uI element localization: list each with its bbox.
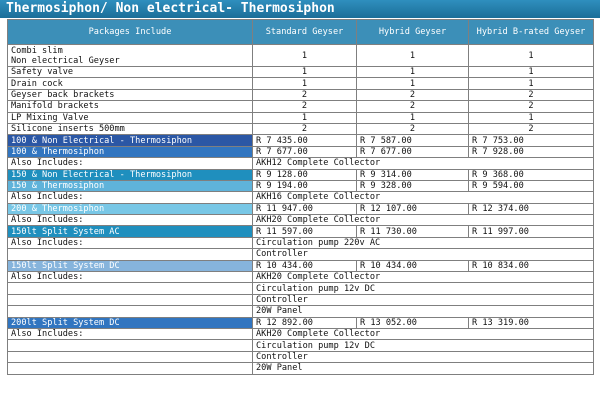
part-label: Manifold brackets — [8, 101, 253, 112]
blank-cell — [8, 249, 253, 260]
title-bar — [0, 0, 600, 18]
part-label-line-1: Combi slim — [11, 45, 63, 56]
part-qty-standard: 1 — [253, 45, 357, 67]
included-item: 20W Panel — [253, 306, 594, 317]
part-qty-standard: 2 — [253, 123, 357, 134]
includes-row — [8, 363, 594, 374]
includes-row — [8, 215, 594, 226]
price-hybrid: R 11 730.00 — [357, 226, 469, 237]
price-hybrid: R 9 328.00 — [357, 180, 469, 191]
part-qty-hybrid: 1 — [357, 45, 469, 67]
part-qty-hybrid: 2 — [357, 123, 469, 134]
part-label: Geyser back brackets — [8, 89, 253, 100]
included-item: AKH20 Complete Collector — [253, 328, 594, 339]
part-qty-standard: 1 — [253, 112, 357, 123]
part-qty-standard: 1 — [253, 67, 357, 78]
price-hybrid: R 7 677.00 — [357, 146, 469, 157]
part-qty-hybrid-b: 2 — [469, 123, 594, 134]
package-label: 100 & Non Electrical - Thermosiphon — [8, 135, 253, 146]
parts-row — [8, 89, 594, 100]
blank-cell — [8, 306, 253, 317]
price-standard: R 10 434.00 — [253, 260, 357, 271]
blank-cell — [8, 340, 253, 351]
includes-row — [8, 306, 594, 317]
included-item: Circulation pump 12v DC — [253, 283, 594, 294]
price-row — [8, 146, 594, 157]
part-label: Safety valve — [8, 67, 253, 78]
package-label: 150lt Split System DC — [8, 260, 253, 271]
includes-row — [8, 294, 594, 305]
part-qty-hybrid: 2 — [357, 101, 469, 112]
package-label: 150 & Thermosiphon — [8, 180, 253, 191]
also-includes-label: Also Includes: — [8, 192, 253, 203]
price-hybrid: R 12 107.00 — [357, 203, 469, 214]
included-item: AKH16 Complete Collector — [253, 192, 594, 203]
price-hybrid-b: R 13 319.00 — [469, 317, 594, 328]
also-includes-label: Also Includes: — [8, 328, 253, 339]
blank-cell — [8, 294, 253, 305]
price-row — [8, 203, 594, 214]
package-label: 200 & Thermosiphon — [8, 203, 253, 214]
price-row — [8, 317, 594, 328]
included-item: Controller — [253, 294, 594, 305]
package-label: 150 & Non Electrical - Thermosiphon — [8, 169, 253, 180]
parts-row — [8, 67, 594, 78]
parts-row — [8, 123, 594, 134]
includes-row — [8, 237, 594, 248]
included-item: Circulation pump 12v DC — [253, 340, 594, 351]
includes-row — [8, 249, 594, 260]
also-includes-label: Also Includes: — [8, 272, 253, 283]
also-includes-label: Also Includes: — [8, 237, 253, 248]
price-standard: R 9 194.00 — [253, 180, 357, 191]
price-hybrid: R 13 052.00 — [357, 317, 469, 328]
header-row — [8, 20, 594, 45]
included-item: AKH12 Complete Collector — [253, 158, 594, 169]
price-standard: R 7 435.00 — [253, 135, 357, 146]
package-label: 150lt Split System AC — [8, 226, 253, 237]
price-standard: R 12 892.00 — [253, 317, 357, 328]
price-row — [8, 260, 594, 271]
package-label: 100 & Thermosiphon — [8, 146, 253, 157]
price-standard: R 9 128.00 — [253, 169, 357, 180]
packages-table — [7, 19, 594, 375]
included-item: Controller — [253, 351, 594, 362]
part-qty-hybrid: 1 — [357, 67, 469, 78]
includes-row — [8, 192, 594, 203]
parts-row — [8, 45, 594, 67]
also-includes-label: Also Includes: — [8, 215, 253, 226]
page-title: Thermosiphon/ Non electrical- Thermosiphon — [6, 1, 335, 16]
price-hybrid: R 9 314.00 — [357, 169, 469, 180]
part-qty-hybrid-b: 1 — [469, 45, 594, 67]
price-standard: R 11 947.00 — [253, 203, 357, 214]
price-row — [8, 169, 594, 180]
part-qty-hybrid-b: 1 — [469, 67, 594, 78]
price-hybrid-b: R 7 928.00 — [469, 146, 594, 157]
package-label: 200lt Split System DC — [8, 317, 253, 328]
included-item: Circulation pump 220v AC — [253, 237, 594, 248]
price-hybrid-b: R 7 753.00 — [469, 135, 594, 146]
includes-row — [8, 351, 594, 362]
also-includes-label: Also Includes: — [8, 158, 253, 169]
part-label-line-2: Non electrical Geyser — [11, 55, 120, 66]
blank-cell — [8, 351, 253, 362]
included-item: Controller — [253, 249, 594, 260]
price-hybrid: R 7 587.00 — [357, 135, 469, 146]
price-hybrid-b: R 11 997.00 — [469, 226, 594, 237]
part-qty-hybrid-b: 2 — [469, 101, 594, 112]
price-hybrid-b: R 9 594.00 — [469, 180, 594, 191]
part-qty-hybrid-b: 1 — [469, 112, 594, 123]
part-qty-hybrid: 1 — [357, 78, 469, 89]
price-standard: R 7 677.00 — [253, 146, 357, 157]
header-standard: Standard Geyser — [253, 20, 357, 45]
header-hybrid-b: Hybrid B-rated Geyser — [469, 20, 594, 45]
parts-row — [8, 101, 594, 112]
price-hybrid-b: R 12 374.00 — [469, 203, 594, 214]
price-standard: R 11 597.00 — [253, 226, 357, 237]
parts-row — [8, 78, 594, 89]
part-qty-standard: 1 — [253, 78, 357, 89]
includes-row — [8, 283, 594, 294]
part-qty-hybrid: 2 — [357, 89, 469, 100]
price-row — [8, 180, 594, 191]
blank-cell — [8, 283, 253, 294]
price-hybrid-b: R 9 368.00 — [469, 169, 594, 180]
price-hybrid-b: R 10 834.00 — [469, 260, 594, 271]
part-label: Silicone inserts 500mm — [8, 123, 253, 134]
price-row — [8, 135, 594, 146]
part-qty-standard: 2 — [253, 89, 357, 100]
included-item: 20W Panel — [253, 363, 594, 374]
includes-row — [8, 328, 594, 339]
included-item: AKH20 Complete Collector — [253, 272, 594, 283]
blank-cell — [8, 363, 253, 374]
part-label — [8, 45, 253, 67]
price-row — [8, 226, 594, 237]
part-qty-hybrid-b: 1 — [469, 78, 594, 89]
header-hybrid: Hybrid Geyser — [357, 20, 469, 45]
header-packages: Packages Include — [8, 20, 253, 45]
included-item: AKH20 Complete Collector — [253, 215, 594, 226]
includes-row — [8, 158, 594, 169]
price-hybrid: R 10 434.00 — [357, 260, 469, 271]
part-label: LP Mixing Valve — [8, 112, 253, 123]
part-qty-hybrid: 1 — [357, 112, 469, 123]
includes-row — [8, 272, 594, 283]
part-qty-hybrid-b: 2 — [469, 89, 594, 100]
part-label: Drain cock — [8, 78, 253, 89]
part-qty-standard: 2 — [253, 101, 357, 112]
parts-row — [8, 112, 594, 123]
includes-row — [8, 340, 594, 351]
